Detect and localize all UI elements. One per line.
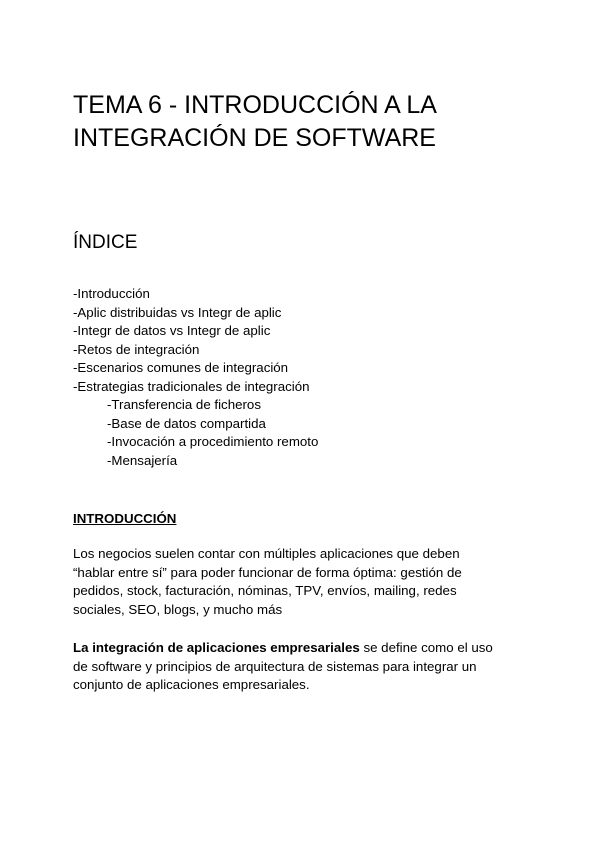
toc-item: -Estrategias tradicionales de integración [73, 378, 310, 394]
document-title [73, 89, 553, 155]
toc-item: -Integr de datos vs Integr de aplic [73, 323, 271, 338]
bold-term: La integración de aplicaciones empresariales [73, 640, 360, 655]
paragraph-line: conjunto de aplicaciones empresariales. [73, 677, 310, 692]
paragraph-line: de software y principios de arquitectura de sistemas para integrar un [73, 658, 477, 674]
toc-subitem: -Invocación a procedimiento remoto [107, 434, 319, 449]
paragraph-intro [73, 545, 533, 619]
paragraph-line: pedidos, stock, facturación, nóminas, TPV, envíos, mailing, redes [73, 583, 457, 598]
toc-subitem: -Base de datos compartida [107, 415, 266, 431]
paragraph-text: se define como el uso [359, 640, 493, 655]
paragraph-line: sociales, SEO, blogs, y mucho más [73, 601, 283, 617]
paragraph-definition [73, 639, 533, 695]
paragraph-line: Los negocios suelen contar con múltiples aplicaciones que deben [73, 546, 460, 561]
toc-subitem: -Mensajería [107, 452, 178, 468]
toc-item: -Retos de integración [73, 341, 200, 357]
toc-subitem: -Transferencia de ficheros [107, 397, 261, 412]
toc-item: -Escenarios comunes de integración [73, 360, 289, 375]
title-line-1: TEMA 6 - INTRODUCCIÓN A LA [73, 90, 437, 119]
table-of-contents [73, 285, 318, 470]
paragraph-line: “hablar entre sí” para poder funcionar de forma óptima: gestión de [73, 564, 462, 580]
section-heading-introduccion: INTRODUCCIÓN [73, 511, 177, 526]
toc-item: -Aplic distribuidas vs Integr de aplic [73, 304, 282, 320]
index-heading: ÍNDICE [73, 232, 138, 253]
title-line-2: INTEGRACIÓN DE SOFTWARE [73, 123, 436, 152]
paragraph-line [73, 639, 533, 658]
toc-item: -Introducción [73, 286, 150, 301]
